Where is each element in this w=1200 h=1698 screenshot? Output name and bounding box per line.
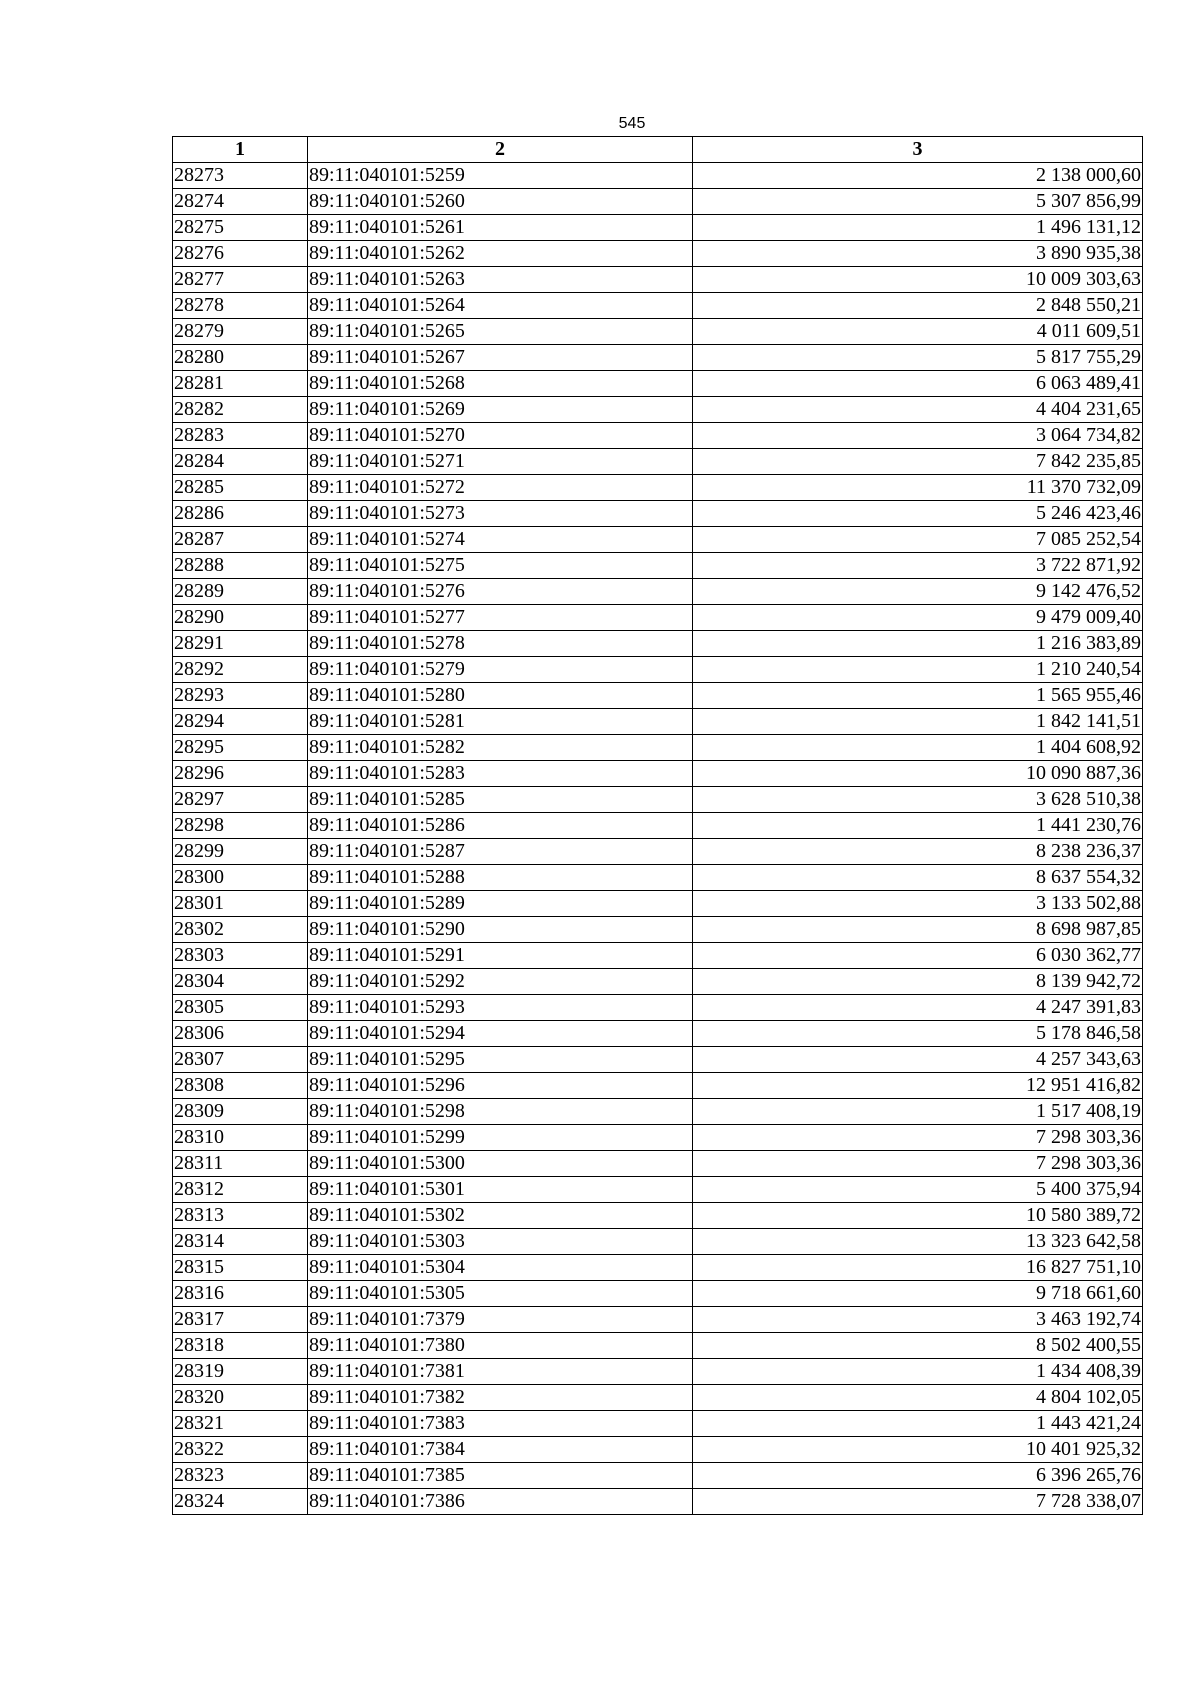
table-row — [173, 1125, 1143, 1151]
cadastral-number-cell: 89:11:040101:5282 — [308, 735, 693, 761]
table-row — [173, 891, 1143, 917]
table-row — [173, 1255, 1143, 1281]
table-row — [173, 709, 1143, 735]
cadastral-number-cell: 89:11:040101:5285 — [308, 787, 693, 813]
table-row — [173, 683, 1143, 709]
row-number-cell: 28316 — [173, 1281, 308, 1307]
table-row — [173, 319, 1143, 345]
cadastral-number-cell: 89:11:040101:7380 — [308, 1333, 693, 1359]
cadastral-number-cell: 89:11:040101:5287 — [308, 839, 693, 865]
table-row — [173, 969, 1143, 995]
cadastral-number-cell: 89:11:040101:5301 — [308, 1177, 693, 1203]
table-row — [173, 1437, 1143, 1463]
cadastral-number-cell: 89:11:040101:5271 — [308, 449, 693, 475]
row-number-cell: 28297 — [173, 787, 308, 813]
row-number-cell: 28283 — [173, 423, 308, 449]
table-row — [173, 1151, 1143, 1177]
table-row — [173, 943, 1143, 969]
table-row — [173, 553, 1143, 579]
cadastral-number-cell: 89:11:040101:5281 — [308, 709, 693, 735]
cadastral-value-cell: 3 890 935,38 — [693, 241, 1143, 267]
table-row — [173, 631, 1143, 657]
cadastral-value-cell: 7 085 252,54 — [693, 527, 1143, 553]
cadastral-number-cell: 89:11:040101:5275 — [308, 553, 693, 579]
cadastral-number-cell: 89:11:040101:7381 — [308, 1359, 693, 1385]
row-number-cell: 28295 — [173, 735, 308, 761]
cadastral-value-cell: 10 580 389,72 — [693, 1203, 1143, 1229]
row-number-cell: 28276 — [173, 241, 308, 267]
cadastral-number-cell: 89:11:040101:5302 — [308, 1203, 693, 1229]
cadastral-value-table — [172, 136, 1143, 1515]
row-number-cell: 28275 — [173, 215, 308, 241]
row-number-cell: 28318 — [173, 1333, 308, 1359]
table-row — [173, 1359, 1143, 1385]
cadastral-value-cell: 8 637 554,32 — [693, 865, 1143, 891]
row-number-cell: 28279 — [173, 319, 308, 345]
cadastral-number-cell: 89:11:040101:5277 — [308, 605, 693, 631]
cadastral-value-cell: 6 396 265,76 — [693, 1463, 1143, 1489]
table-row — [173, 865, 1143, 891]
cadastral-number-cell: 89:11:040101:5274 — [308, 527, 693, 553]
cadastral-value-cell: 10 401 925,32 — [693, 1437, 1143, 1463]
row-number-cell: 28323 — [173, 1463, 308, 1489]
cadastral-number-cell: 89:11:040101:5295 — [308, 1047, 693, 1073]
cadastral-value-cell: 1 404 608,92 — [693, 735, 1143, 761]
cadastral-value-cell: 6 030 362,77 — [693, 943, 1143, 969]
row-number-cell: 28308 — [173, 1073, 308, 1099]
table-row — [173, 527, 1143, 553]
page-number: 545 — [618, 115, 646, 132]
cadastral-value-cell: 9 479 009,40 — [693, 605, 1143, 631]
table-row — [173, 917, 1143, 943]
table-row — [173, 1021, 1143, 1047]
cadastral-value-cell: 9 718 661,60 — [693, 1281, 1143, 1307]
cadastral-value-cell: 4 257 343,63 — [693, 1047, 1143, 1073]
table-row — [173, 1411, 1143, 1437]
table-row — [173, 397, 1143, 423]
cadastral-number-cell: 89:11:040101:5261 — [308, 215, 693, 241]
cadastral-number-cell: 89:11:040101:5303 — [308, 1229, 693, 1255]
cadastral-value-cell: 5 178 846,58 — [693, 1021, 1143, 1047]
table-row — [173, 1333, 1143, 1359]
cadastral-number-cell: 89:11:040101:5270 — [308, 423, 693, 449]
cadastral-number-cell: 89:11:040101:5292 — [308, 969, 693, 995]
cadastral-number-cell: 89:11:040101:5305 — [308, 1281, 693, 1307]
row-number-cell: 28294 — [173, 709, 308, 735]
cadastral-number-cell: 89:11:040101:7384 — [308, 1437, 693, 1463]
cadastral-value-cell: 13 323 642,58 — [693, 1229, 1143, 1255]
cadastral-value-cell: 16 827 751,10 — [693, 1255, 1143, 1281]
table-row — [173, 267, 1143, 293]
row-number-cell: 28277 — [173, 267, 308, 293]
cadastral-value-cell: 10 090 887,36 — [693, 761, 1143, 787]
cadastral-value-cell: 1 443 421,24 — [693, 1411, 1143, 1437]
row-number-cell: 28281 — [173, 371, 308, 397]
table-row — [173, 1177, 1143, 1203]
row-number-cell: 28287 — [173, 527, 308, 553]
table-row — [173, 579, 1143, 605]
row-number-cell: 28302 — [173, 917, 308, 943]
row-number-cell: 28292 — [173, 657, 308, 683]
row-number-cell: 28310 — [173, 1125, 308, 1151]
row-number-cell: 28293 — [173, 683, 308, 709]
cadastral-value-cell: 4 804 102,05 — [693, 1385, 1143, 1411]
table-header-row — [173, 137, 1143, 163]
cadastral-number-cell: 89:11:040101:5269 — [308, 397, 693, 423]
row-number-cell: 28280 — [173, 345, 308, 371]
table-row — [173, 839, 1143, 865]
table-row — [173, 501, 1143, 527]
column-header-2: 2 — [308, 137, 693, 163]
row-number-cell: 28312 — [173, 1177, 308, 1203]
cadastral-number-cell: 89:11:040101:5299 — [308, 1125, 693, 1151]
cadastral-number-cell: 89:11:040101:5276 — [308, 579, 693, 605]
cadastral-value-cell: 4 247 391,83 — [693, 995, 1143, 1021]
cadastral-number-cell: 89:11:040101:7386 — [308, 1489, 693, 1515]
cadastral-value-cell: 7 298 303,36 — [693, 1125, 1143, 1151]
row-number-cell: 28309 — [173, 1099, 308, 1125]
table-row — [173, 371, 1143, 397]
cadastral-number-cell: 89:11:040101:5267 — [308, 345, 693, 371]
table-row — [173, 657, 1143, 683]
cadastral-value-cell: 3 133 502,88 — [693, 891, 1143, 917]
row-number-cell: 28303 — [173, 943, 308, 969]
cadastral-value-cell: 4 404 231,65 — [693, 397, 1143, 423]
cadastral-number-cell: 89:11:040101:5280 — [308, 683, 693, 709]
cadastral-value-cell: 3 463 192,74 — [693, 1307, 1143, 1333]
row-number-cell: 28306 — [173, 1021, 308, 1047]
table-row — [173, 1229, 1143, 1255]
cadastral-number-cell: 89:11:040101:5259 — [308, 163, 693, 189]
cadastral-number-cell: 89:11:040101:5289 — [308, 891, 693, 917]
cadastral-number-cell: 89:11:040101:5286 — [308, 813, 693, 839]
row-number-cell: 28299 — [173, 839, 308, 865]
cadastral-value-cell: 1 565 955,46 — [693, 683, 1143, 709]
cadastral-number-cell: 89:11:040101:5272 — [308, 475, 693, 501]
cadastral-number-cell: 89:11:040101:7385 — [308, 1463, 693, 1489]
cadastral-value-cell: 11 370 732,09 — [693, 475, 1143, 501]
cadastral-value-cell: 1 441 230,76 — [693, 813, 1143, 839]
cadastral-number-cell: 89:11:040101:5293 — [308, 995, 693, 1021]
cadastral-number-cell: 89:11:040101:5290 — [308, 917, 693, 943]
row-number-cell: 28314 — [173, 1229, 308, 1255]
table-row — [173, 605, 1143, 631]
cadastral-value-cell: 8 698 987,85 — [693, 917, 1143, 943]
cadastral-value-cell: 7 842 235,85 — [693, 449, 1143, 475]
cadastral-number-cell: 89:11:040101:5273 — [308, 501, 693, 527]
cadastral-value-cell: 3 628 510,38 — [693, 787, 1143, 813]
row-number-cell: 28322 — [173, 1437, 308, 1463]
cadastral-value-cell: 10 009 303,63 — [693, 267, 1143, 293]
cadastral-number-cell: 89:11:040101:5278 — [308, 631, 693, 657]
cadastral-number-cell: 89:11:040101:7383 — [308, 1411, 693, 1437]
cadastral-number-cell: 89:11:040101:5265 — [308, 319, 693, 345]
row-number-cell: 28273 — [173, 163, 308, 189]
cadastral-number-cell: 89:11:040101:5296 — [308, 1073, 693, 1099]
cadastral-value-cell: 8 139 942,72 — [693, 969, 1143, 995]
cadastral-value-cell: 8 502 400,55 — [693, 1333, 1143, 1359]
cadastral-number-cell: 89:11:040101:5304 — [308, 1255, 693, 1281]
table-row — [173, 423, 1143, 449]
row-number-cell: 28315 — [173, 1255, 308, 1281]
cadastral-number-cell: 89:11:040101:5262 — [308, 241, 693, 267]
column-header-3: 3 — [693, 137, 1143, 163]
row-number-cell: 28298 — [173, 813, 308, 839]
table-row — [173, 735, 1143, 761]
cadastral-value-cell: 12 951 416,82 — [693, 1073, 1143, 1099]
table-row — [173, 1385, 1143, 1411]
cadastral-value-cell: 8 238 236,37 — [693, 839, 1143, 865]
cadastral-value-cell: 5 400 375,94 — [693, 1177, 1143, 1203]
cadastral-value-cell: 6 063 489,41 — [693, 371, 1143, 397]
cadastral-value-cell: 1 496 131,12 — [693, 215, 1143, 241]
row-number-cell: 28285 — [173, 475, 308, 501]
table-row — [173, 293, 1143, 319]
cadastral-number-cell: 89:11:040101:5288 — [308, 865, 693, 891]
table-row — [173, 995, 1143, 1021]
table-row — [173, 813, 1143, 839]
row-number-cell: 28278 — [173, 293, 308, 319]
table-row — [173, 1203, 1143, 1229]
row-number-cell: 28319 — [173, 1359, 308, 1385]
cadastral-number-cell: 89:11:040101:5264 — [308, 293, 693, 319]
cadastral-number-cell: 89:11:040101:5260 — [308, 189, 693, 215]
cadastral-number-cell: 89:11:040101:5268 — [308, 371, 693, 397]
row-number-cell: 28321 — [173, 1411, 308, 1437]
row-number-cell: 28290 — [173, 605, 308, 631]
table-row — [173, 1099, 1143, 1125]
row-number-cell: 28301 — [173, 891, 308, 917]
cadastral-value-cell: 2 848 550,21 — [693, 293, 1143, 319]
row-number-cell: 28320 — [173, 1385, 308, 1411]
table-row — [173, 189, 1143, 215]
cadastral-value-cell: 5 246 423,46 — [693, 501, 1143, 527]
cadastral-value-cell: 7 298 303,36 — [693, 1151, 1143, 1177]
cadastral-value-cell: 1 434 408,39 — [693, 1359, 1143, 1385]
row-number-cell: 28289 — [173, 579, 308, 605]
row-number-cell: 28286 — [173, 501, 308, 527]
row-number-cell: 28288 — [173, 553, 308, 579]
table-row — [173, 475, 1143, 501]
row-number-cell: 28324 — [173, 1489, 308, 1515]
cadastral-number-cell: 89:11:040101:7379 — [308, 1307, 693, 1333]
cadastral-value-cell: 1 216 383,89 — [693, 631, 1143, 657]
cadastral-number-cell: 89:11:040101:5298 — [308, 1099, 693, 1125]
table-row — [173, 163, 1143, 189]
table-row — [173, 1073, 1143, 1099]
cadastral-value-cell: 9 142 476,52 — [693, 579, 1143, 605]
cadastral-value-cell: 3 064 734,82 — [693, 423, 1143, 449]
cadastral-value-cell: 3 722 871,92 — [693, 553, 1143, 579]
table-row — [173, 1047, 1143, 1073]
cadastral-value-cell: 5 307 856,99 — [693, 189, 1143, 215]
table-body — [173, 163, 1143, 1515]
cadastral-number-cell: 89:11:040101:5294 — [308, 1021, 693, 1047]
cadastral-value-cell: 1 517 408,19 — [693, 1099, 1143, 1125]
row-number-cell: 28317 — [173, 1307, 308, 1333]
row-number-cell: 28305 — [173, 995, 308, 1021]
table-row — [173, 1307, 1143, 1333]
cadastral-value-cell: 5 817 755,29 — [693, 345, 1143, 371]
row-number-cell: 28291 — [173, 631, 308, 657]
cadastral-value-cell: 2 138 000,60 — [693, 163, 1143, 189]
cadastral-number-cell: 89:11:040101:5279 — [308, 657, 693, 683]
row-number-cell: 28304 — [173, 969, 308, 995]
row-number-cell: 28282 — [173, 397, 308, 423]
table-row — [173, 787, 1143, 813]
column-header-1: 1 — [173, 137, 308, 163]
cadastral-number-cell: 89:11:040101:7382 — [308, 1385, 693, 1411]
table-row — [173, 345, 1143, 371]
table-row — [173, 1463, 1143, 1489]
row-number-cell: 28274 — [173, 189, 308, 215]
table-row — [173, 1281, 1143, 1307]
cadastral-number-cell: 89:11:040101:5300 — [308, 1151, 693, 1177]
cadastral-value-cell: 7 728 338,07 — [693, 1489, 1143, 1515]
row-number-cell: 28300 — [173, 865, 308, 891]
table-row — [173, 761, 1143, 787]
row-number-cell: 28284 — [173, 449, 308, 475]
row-number-cell: 28296 — [173, 761, 308, 787]
cadastral-number-cell: 89:11:040101:5263 — [308, 267, 693, 293]
table-row — [173, 1489, 1143, 1515]
row-number-cell: 28307 — [173, 1047, 308, 1073]
row-number-cell: 28313 — [173, 1203, 308, 1229]
row-number-cell: 28311 — [173, 1151, 308, 1177]
cadastral-value-cell: 4 011 609,51 — [693, 319, 1143, 345]
table-row — [173, 449, 1143, 475]
cadastral-value-cell: 1 210 240,54 — [693, 657, 1143, 683]
table-row — [173, 241, 1143, 267]
cadastral-value-cell: 1 842 141,51 — [693, 709, 1143, 735]
table-row — [173, 215, 1143, 241]
cadastral-number-cell: 89:11:040101:5291 — [308, 943, 693, 969]
cadastral-number-cell: 89:11:040101:5283 — [308, 761, 693, 787]
